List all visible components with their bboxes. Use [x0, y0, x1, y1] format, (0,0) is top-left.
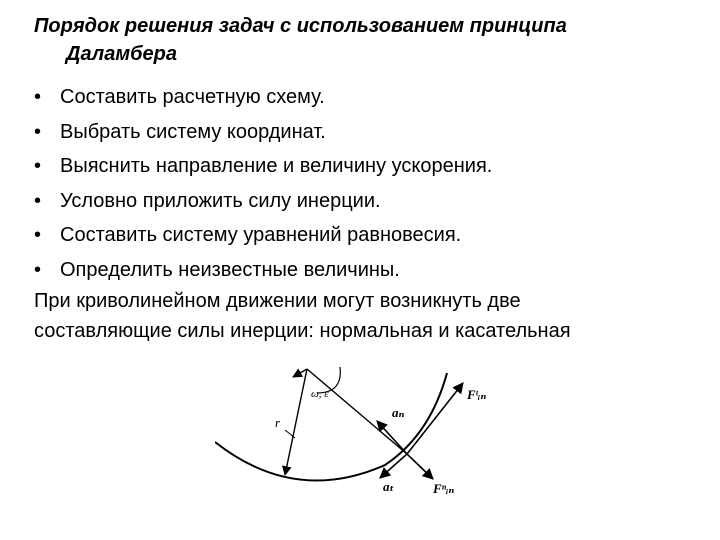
step-item — [34, 80, 674, 115]
at-label: aₜ — [383, 479, 395, 494]
title-line-1: Порядок решения задач с использованием принципа — [34, 15, 567, 37]
ft-arrow — [407, 383, 463, 454]
step-text: Составить расчетную схему. — [60, 86, 325, 108]
title-line-2: Даламбера — [66, 43, 178, 65]
steps-list — [34, 80, 674, 287]
bullet-icon: • — [34, 86, 42, 108]
bullet-icon: • — [34, 224, 42, 246]
inertia-force-diagram — [215, 355, 495, 505]
step-item — [34, 115, 674, 150]
bullet-icon: • — [34, 189, 42, 212]
step-item — [34, 149, 674, 184]
r-label: r — [275, 415, 281, 430]
fn-label: Fⁿᵢₙ — [433, 481, 455, 496]
an-arrow — [377, 421, 407, 454]
note-line-2: составляющие силы инерции: нормальная и касательная — [34, 320, 571, 342]
step-item — [34, 218, 674, 253]
step-text: Условно приложить силу инерции. — [60, 189, 381, 212]
step-text: Составить систему уравнений равновесия. — [60, 224, 462, 246]
step-item — [34, 253, 674, 288]
note-line-1: При криволинейном движении могут возникнуть две — [34, 290, 521, 312]
step-text: Определить неизвестные величины. — [60, 258, 400, 281]
bullet-icon: • — [34, 258, 42, 281]
bullet-icon: • — [34, 155, 42, 177]
step-item — [34, 184, 674, 219]
bullet-icon: • — [34, 120, 42, 143]
radius-line — [285, 369, 307, 475]
step-text: Выбрать систему координат. — [60, 120, 326, 143]
note-paragraph — [34, 286, 674, 346]
omega-eps-label: ω, ε — [311, 388, 329, 400]
slide-title — [34, 12, 654, 68]
fn-arrow — [407, 454, 433, 479]
an-label: aₙ — [392, 405, 405, 420]
step-text: Выяснить направление и величину ускорения. — [60, 155, 493, 177]
ft-label: Fᵗᵢₙ — [467, 387, 487, 402]
